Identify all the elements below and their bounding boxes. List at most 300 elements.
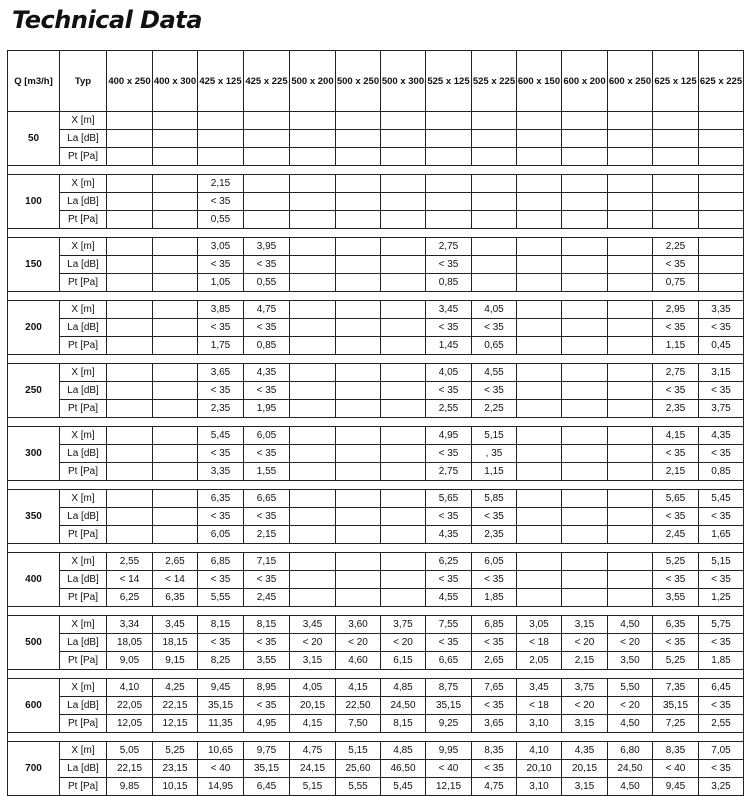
value-cell (381, 400, 426, 418)
group-separator (8, 292, 744, 301)
value-cell (472, 193, 517, 211)
value-cell (562, 508, 608, 526)
value-cell (107, 148, 153, 166)
value-cell (517, 211, 562, 229)
value-cell: 9,05 (107, 652, 153, 670)
value-cell (381, 382, 426, 400)
header-size: 425 x 125 (198, 51, 244, 112)
value-cell: 5,25 (653, 553, 699, 571)
value-cell: 1,85 (472, 589, 517, 607)
table-row (8, 382, 744, 400)
value-cell (381, 112, 426, 130)
value-cell (426, 112, 472, 130)
value-cell (381, 130, 426, 148)
value-cell: < 35 (244, 571, 290, 589)
value-cell: 4,05 (472, 301, 517, 319)
value-cell (153, 319, 198, 337)
value-cell (153, 211, 198, 229)
value-cell: 2,65 (153, 553, 198, 571)
value-cell: 4,15 (336, 679, 381, 697)
flow-rate-cell: 400 (8, 553, 60, 607)
value-cell: 0,45 (699, 337, 744, 355)
value-cell (336, 256, 381, 274)
typ-cell: La [dB] (60, 571, 107, 589)
value-cell: < 35 (426, 508, 472, 526)
value-cell: < 20 (381, 634, 426, 652)
value-cell (198, 112, 244, 130)
value-cell (562, 589, 608, 607)
value-cell (562, 400, 608, 418)
table-row (8, 112, 744, 130)
typ-cell: X [m] (60, 364, 107, 382)
value-cell (562, 148, 608, 166)
value-cell (381, 337, 426, 355)
value-cell (562, 301, 608, 319)
value-cell (517, 148, 562, 166)
table-row (8, 445, 744, 463)
value-cell (336, 148, 381, 166)
value-cell: 4,05 (290, 679, 336, 697)
typ-cell: X [m] (60, 175, 107, 193)
value-cell (290, 490, 336, 508)
value-cell (653, 130, 699, 148)
value-cell (381, 175, 426, 193)
value-cell: < 40 (198, 760, 244, 778)
value-cell (608, 175, 653, 193)
value-cell: 9,85 (107, 778, 153, 796)
table-row (8, 697, 744, 715)
value-cell (608, 364, 653, 382)
value-cell: 3,05 (517, 616, 562, 634)
value-cell (562, 112, 608, 130)
group-separator (8, 733, 744, 742)
value-cell: 5,15 (472, 427, 517, 445)
value-cell (107, 130, 153, 148)
value-cell (290, 211, 336, 229)
value-cell (381, 148, 426, 166)
value-cell (336, 337, 381, 355)
value-cell (562, 175, 608, 193)
typ-cell: X [m] (60, 301, 107, 319)
value-cell (153, 445, 198, 463)
value-cell: 3,65 (198, 364, 244, 382)
value-cell: 24,50 (608, 760, 653, 778)
value-cell (608, 337, 653, 355)
table-header-row (8, 51, 744, 112)
value-cell: 8,35 (472, 742, 517, 760)
value-cell: 4,75 (290, 742, 336, 760)
value-cell: 12,15 (426, 778, 472, 796)
value-cell (107, 211, 153, 229)
value-cell (336, 364, 381, 382)
separator-cell (8, 292, 744, 301)
value-cell: 5,45 (699, 490, 744, 508)
typ-cell: Pt [Pa] (60, 715, 107, 733)
value-cell (608, 553, 653, 571)
value-cell: 7,15 (244, 553, 290, 571)
separator-cell (8, 544, 744, 553)
value-cell (153, 274, 198, 292)
value-cell: 6,85 (198, 553, 244, 571)
value-cell: 2,75 (426, 238, 472, 256)
value-cell (336, 274, 381, 292)
value-cell (608, 427, 653, 445)
value-cell (153, 364, 198, 382)
typ-cell: La [dB] (60, 193, 107, 211)
value-cell: 5,75 (699, 616, 744, 634)
value-cell: 2,15 (244, 526, 290, 544)
value-cell: 4,35 (244, 364, 290, 382)
group-separator (8, 607, 744, 616)
value-cell (472, 274, 517, 292)
value-cell (699, 274, 744, 292)
flow-rate-cell: 50 (8, 112, 60, 166)
value-cell (608, 382, 653, 400)
value-cell: < 40 (426, 760, 472, 778)
value-cell: < 18 (517, 697, 562, 715)
table-row (8, 301, 744, 319)
value-cell (653, 112, 699, 130)
value-cell: < 35 (699, 382, 744, 400)
value-cell: 1,45 (426, 337, 472, 355)
value-cell: 5,25 (153, 742, 198, 760)
value-cell: 24,50 (381, 697, 426, 715)
value-cell (107, 463, 153, 481)
value-cell (336, 400, 381, 418)
value-cell: 4,05 (426, 364, 472, 382)
table-row (8, 364, 744, 382)
value-cell: 2,45 (244, 589, 290, 607)
table-row (8, 508, 744, 526)
separator-cell (8, 166, 744, 175)
value-cell: 8,15 (244, 616, 290, 634)
value-cell: 2,25 (472, 400, 517, 418)
value-cell: 5,55 (336, 778, 381, 796)
value-cell: < 35 (699, 445, 744, 463)
value-cell (290, 382, 336, 400)
value-cell: 3,45 (153, 616, 198, 634)
value-cell: 25,60 (336, 760, 381, 778)
value-cell: 3,15 (562, 616, 608, 634)
table-row (8, 256, 744, 274)
value-cell: 5,55 (198, 589, 244, 607)
value-cell (517, 175, 562, 193)
value-cell (381, 571, 426, 589)
value-cell: < 35 (426, 256, 472, 274)
value-cell (381, 490, 426, 508)
value-cell: 2,75 (426, 463, 472, 481)
typ-cell: La [dB] (60, 130, 107, 148)
value-cell (107, 445, 153, 463)
value-cell (336, 211, 381, 229)
separator-cell (8, 355, 744, 364)
value-cell (562, 463, 608, 481)
value-cell (107, 238, 153, 256)
table-row (8, 679, 744, 697)
value-cell (426, 130, 472, 148)
value-cell (336, 319, 381, 337)
value-cell: 7,55 (426, 616, 472, 634)
value-cell (472, 238, 517, 256)
value-cell: 4,25 (153, 679, 198, 697)
value-cell (290, 274, 336, 292)
value-cell (244, 148, 290, 166)
value-cell: 6,80 (608, 742, 653, 760)
value-cell: < 35 (244, 634, 290, 652)
value-cell: < 35 (472, 634, 517, 652)
value-cell (153, 526, 198, 544)
value-cell: 4,15 (290, 715, 336, 733)
value-cell: < 35 (198, 571, 244, 589)
header-size: 625 x 125 (653, 51, 699, 112)
value-cell: 2,95 (653, 301, 699, 319)
value-cell (562, 490, 608, 508)
value-cell: 4,35 (562, 742, 608, 760)
value-cell (381, 589, 426, 607)
value-cell (562, 526, 608, 544)
flow-rate-cell: 600 (8, 679, 60, 733)
value-cell (107, 400, 153, 418)
value-cell: < 35 (244, 508, 290, 526)
table-row (8, 400, 744, 418)
value-cell: 46,50 (381, 760, 426, 778)
value-cell (290, 301, 336, 319)
header-size: 400 x 250 (107, 51, 153, 112)
value-cell: < 35 (653, 571, 699, 589)
flow-rate-cell: 700 (8, 742, 60, 796)
header-size: 600 x 200 (562, 51, 608, 112)
header-size: 525 x 225 (472, 51, 517, 112)
value-cell (517, 508, 562, 526)
value-cell (608, 274, 653, 292)
value-cell (381, 211, 426, 229)
page-title: Technical Data (12, 6, 202, 34)
value-cell: 10,65 (198, 742, 244, 760)
header-size: 500 x 300 (381, 51, 426, 112)
value-cell: 4,10 (517, 742, 562, 760)
value-cell: < 20 (336, 634, 381, 652)
value-cell: 6,25 (107, 589, 153, 607)
value-cell: 3,05 (198, 238, 244, 256)
value-cell (107, 112, 153, 130)
value-cell (290, 427, 336, 445)
value-cell: 6,35 (153, 589, 198, 607)
value-cell (107, 256, 153, 274)
value-cell: 9,75 (244, 742, 290, 760)
value-cell: 3,75 (562, 679, 608, 697)
value-cell: 4,10 (107, 679, 153, 697)
value-cell (290, 400, 336, 418)
typ-cell: La [dB] (60, 697, 107, 715)
value-cell (517, 400, 562, 418)
value-cell: 11,35 (198, 715, 244, 733)
header-size: 600 x 250 (608, 51, 653, 112)
table-row (8, 742, 744, 760)
value-cell: 6,45 (699, 679, 744, 697)
value-cell (608, 211, 653, 229)
value-cell: 8,15 (381, 715, 426, 733)
value-cell: 6,35 (198, 490, 244, 508)
value-cell (562, 274, 608, 292)
value-cell (517, 427, 562, 445)
value-cell (290, 238, 336, 256)
value-cell: 4,85 (381, 679, 426, 697)
value-cell (608, 193, 653, 211)
value-cell (699, 193, 744, 211)
value-cell: 4,50 (608, 778, 653, 796)
value-cell (336, 526, 381, 544)
value-cell (562, 130, 608, 148)
value-cell (153, 490, 198, 508)
value-cell (290, 193, 336, 211)
value-cell (381, 301, 426, 319)
value-cell (336, 112, 381, 130)
typ-cell: La [dB] (60, 319, 107, 337)
table-row (8, 553, 744, 571)
header-size: 500 x 200 (290, 51, 336, 112)
value-cell: 0,85 (699, 463, 744, 481)
group-separator (8, 418, 744, 427)
header-size: 600 x 150 (517, 51, 562, 112)
value-cell: < 35 (244, 382, 290, 400)
typ-cell: X [m] (60, 742, 107, 760)
value-cell: < 35 (244, 445, 290, 463)
value-cell (608, 463, 653, 481)
value-cell (153, 427, 198, 445)
value-cell: 3,10 (517, 778, 562, 796)
value-cell (517, 490, 562, 508)
value-cell: < 35 (699, 760, 744, 778)
value-cell: 5,45 (198, 427, 244, 445)
value-cell (381, 526, 426, 544)
value-cell: < 35 (472, 319, 517, 337)
table-row (8, 148, 744, 166)
flow-rate-cell: 300 (8, 427, 60, 481)
value-cell: 0,65 (472, 337, 517, 355)
value-cell: 3,95 (244, 238, 290, 256)
value-cell (517, 589, 562, 607)
value-cell (336, 382, 381, 400)
value-cell (153, 238, 198, 256)
value-cell (517, 112, 562, 130)
value-cell: < 35 (198, 193, 244, 211)
typ-cell: Pt [Pa] (60, 337, 107, 355)
table-body (8, 112, 744, 796)
flow-rate-cell: 500 (8, 616, 60, 670)
typ-cell: Pt [Pa] (60, 463, 107, 481)
typ-cell: X [m] (60, 427, 107, 445)
value-cell: < 35 (699, 634, 744, 652)
value-cell: < 35 (653, 256, 699, 274)
value-cell: 2,35 (472, 526, 517, 544)
value-cell: 1,25 (699, 589, 744, 607)
value-cell (517, 382, 562, 400)
table-row (8, 193, 744, 211)
value-cell: 5,15 (290, 778, 336, 796)
table-row (8, 652, 744, 670)
table-row (8, 427, 744, 445)
value-cell: 5,05 (107, 742, 153, 760)
value-cell: 6,85 (472, 616, 517, 634)
value-cell (381, 508, 426, 526)
value-cell: 2,45 (653, 526, 699, 544)
value-cell (472, 130, 517, 148)
value-cell (336, 463, 381, 481)
separator-cell (8, 733, 744, 742)
value-cell (517, 274, 562, 292)
value-cell: 2,75 (653, 364, 699, 382)
value-cell (608, 526, 653, 544)
value-cell (608, 256, 653, 274)
value-cell (472, 211, 517, 229)
value-cell (517, 463, 562, 481)
value-cell: 3,50 (608, 652, 653, 670)
value-cell (153, 175, 198, 193)
group-separator (8, 355, 744, 364)
value-cell (336, 193, 381, 211)
value-cell: 9,15 (153, 652, 198, 670)
value-cell (290, 112, 336, 130)
value-cell (153, 400, 198, 418)
value-cell (517, 301, 562, 319)
value-cell (336, 130, 381, 148)
value-cell (107, 175, 153, 193)
value-cell (336, 445, 381, 463)
value-cell: 2,15 (198, 175, 244, 193)
value-cell (244, 130, 290, 148)
value-cell: < 20 (608, 634, 653, 652)
value-cell (608, 319, 653, 337)
value-cell: < 35 (653, 382, 699, 400)
typ-cell: Pt [Pa] (60, 274, 107, 292)
flow-rate-cell: 100 (8, 175, 60, 229)
value-cell: < 35 (653, 445, 699, 463)
value-cell: 3,45 (517, 679, 562, 697)
value-cell: 4,75 (244, 301, 290, 319)
value-cell: 3,85 (198, 301, 244, 319)
typ-cell: X [m] (60, 553, 107, 571)
value-cell (472, 112, 517, 130)
value-cell (426, 175, 472, 193)
value-cell (517, 364, 562, 382)
value-cell (244, 175, 290, 193)
value-cell (198, 130, 244, 148)
value-cell: 4,75 (472, 778, 517, 796)
value-cell: 5,65 (426, 490, 472, 508)
value-cell (290, 571, 336, 589)
value-cell: 20,15 (290, 697, 336, 715)
value-cell (107, 364, 153, 382)
value-cell (381, 319, 426, 337)
separator-cell (8, 607, 744, 616)
value-cell: 1,15 (653, 337, 699, 355)
value-cell (381, 463, 426, 481)
value-cell: < 35 (699, 508, 744, 526)
value-cell: 3,75 (381, 616, 426, 634)
value-cell (562, 427, 608, 445)
value-cell (107, 319, 153, 337)
table-row (8, 760, 744, 778)
typ-cell: Pt [Pa] (60, 589, 107, 607)
header-size: 400 x 300 (153, 51, 198, 112)
value-cell: 8,15 (198, 616, 244, 634)
value-cell (562, 445, 608, 463)
value-cell: 8,75 (426, 679, 472, 697)
value-cell (107, 526, 153, 544)
flow-rate-cell: 350 (8, 490, 60, 544)
typ-cell: X [m] (60, 490, 107, 508)
value-cell: 12,15 (153, 715, 198, 733)
